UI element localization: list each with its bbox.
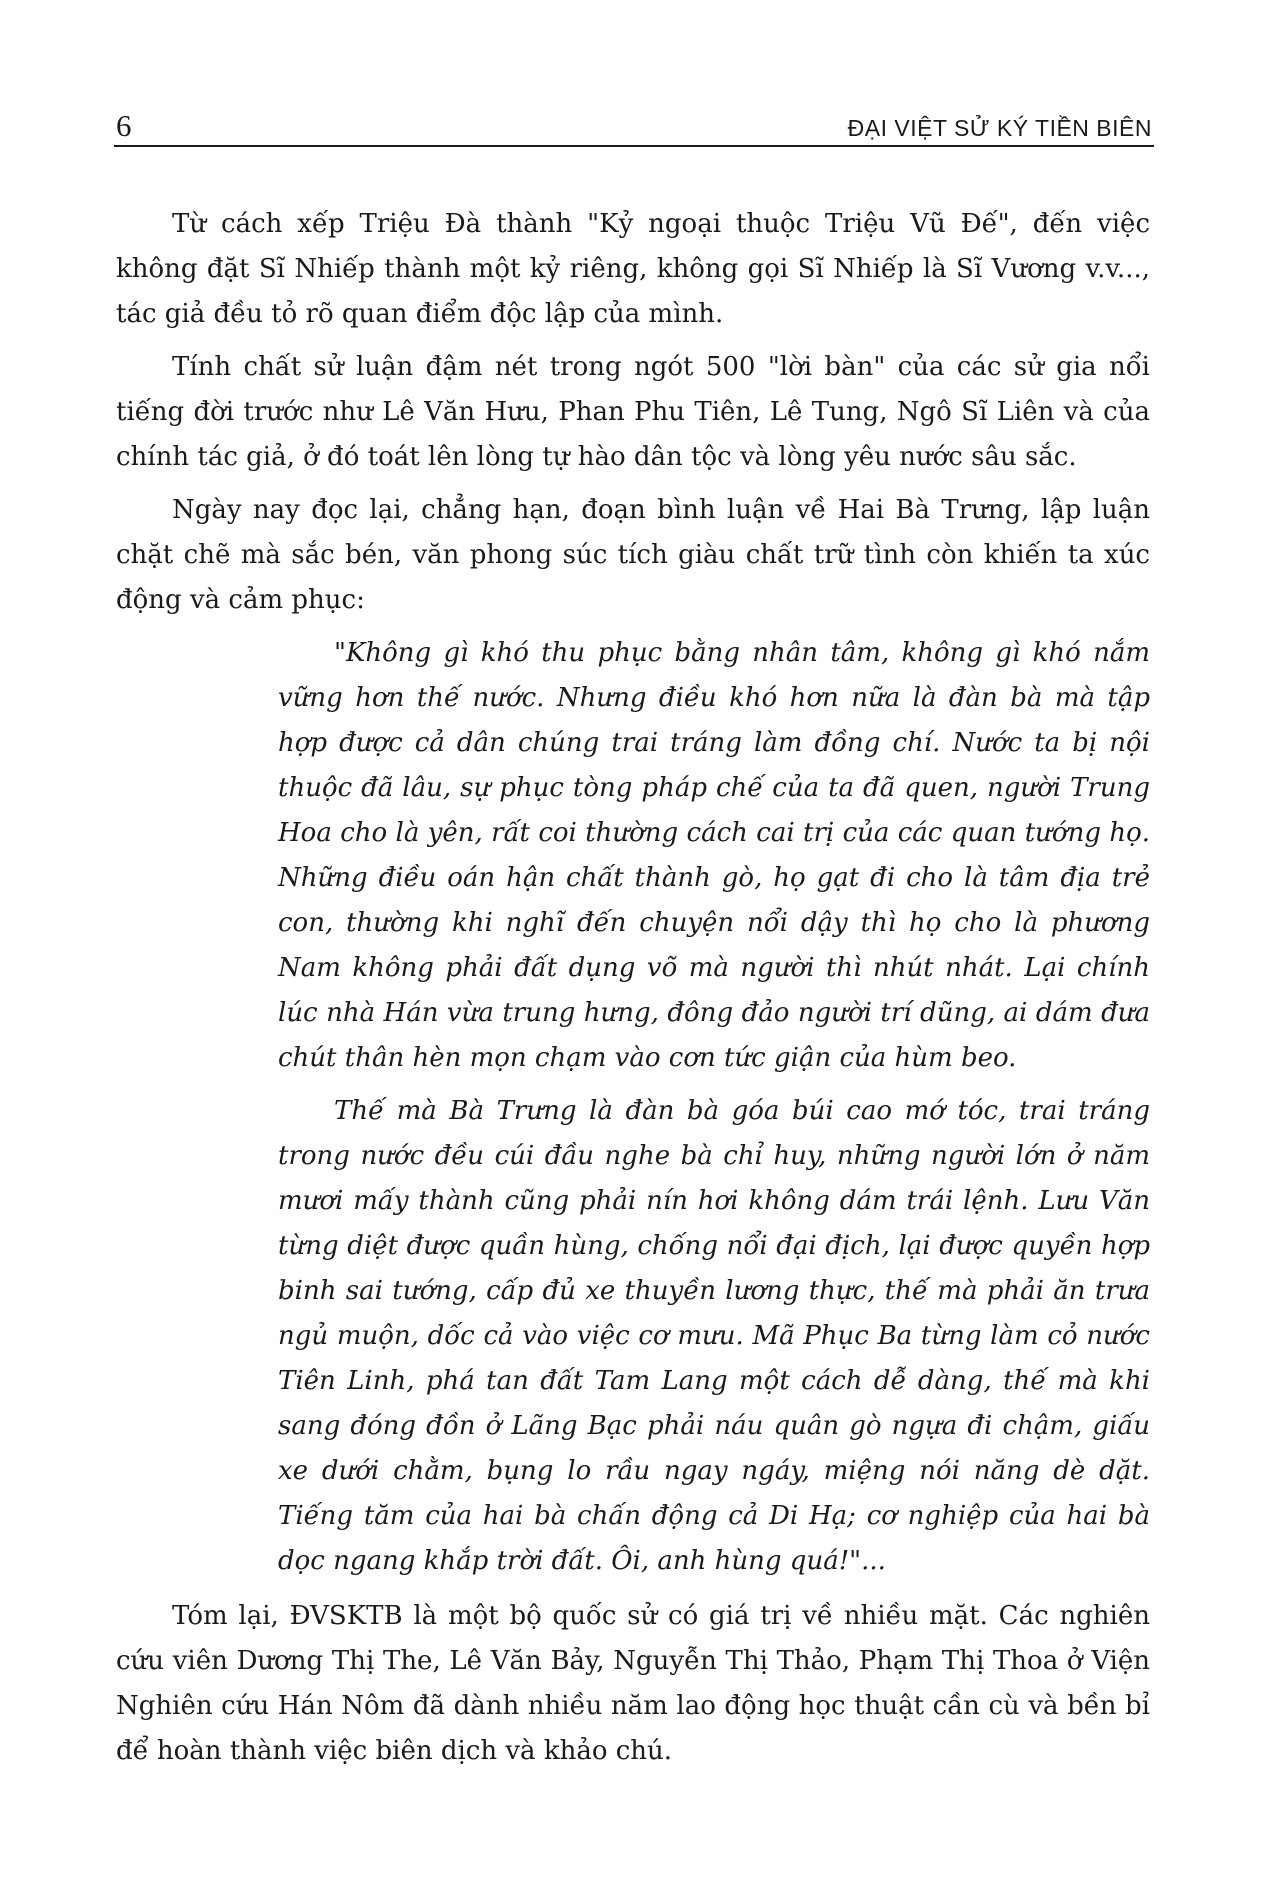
quote-paragraph: Thế mà Bà Trưng là đàn bà góa búi cao mớ tóc, trai tráng trong nước đều cúi đầu nghe bà chỉ huy, những người lớn ở năm mươi mấy thành cũng phải nín hơi không dám trái lệnh. Lưu Văn từng diệt được quần hùng, chống nổi đại địch, lại được quyền hợp binh sai tướng, cấp đủ xe thuyền lương thực, thế mà phải ăn trưa ngủ muộn, dốc cả vào việc cơ mưu. Mã Phục Ba từng làm cỏ nước Tiên Linh, phá tan đất Tam Lang một cách dễ dàng, thế mà khi sang đóng đồn ở Lãng Bạc phải náu quân gò ngựa đi chậm, giấu xe dưới chằm, bụng lo rầu ngay ngáy, miệng nói năng dè dặt. Tiếng tăm của hai bà chấn động cả Di Hạ; cơ nghiệp của hai bà dọc ngang khắp trời đất. Ôi, anh hùng quá!"...	[278, 1096, 1150, 1576]
header-rule	[114, 145, 1154, 147]
block-quote	[116, 631, 1150, 1584]
page-number: 6	[116, 108, 132, 143]
closing-paragraph: Tóm lại, ĐVSKTB là một bộ quốc sử có giá trị về nhiều mặt. Các nghiên cứu viên Dương Thị The, Lê Văn Bảy, Nguyễn Thị Thảo, Phạm Thị Thoa ở Viện Nghiên cứu Hán Nôm đã dành nhiều năm lao động học thuật cần cù và bền bỉ để hoàn thành việc biên dịch và khảo chú.	[116, 1601, 1150, 1766]
paragraph: Từ cách xếp Triệu Đà thành "Kỷ ngoại thuộc Triệu Vũ Đế", đến việc không đặt Sĩ Nhiếp thành một kỷ riêng, không gọi Sĩ Nhiếp là Sĩ Vương v.v..., tác giả đều tỏ rõ quan điểm độc lập của mình.	[116, 209, 1150, 329]
body-text	[116, 202, 1150, 1782]
paragraph: Ngày nay đọc lại, chẳng hạn, đoạn bình luận về Hai Bà Trưng, lập luận chặt chẽ mà sắc bén, văn phong súc tích giàu chất trữ tình còn khiến ta xúc động và cảm phục:	[116, 495, 1150, 615]
paragraph: Tính chất sử luận đậm nét trong ngót 500 "lời bàn" của các sử gia nổi tiếng đời trước như Lê Văn Hưu, Phan Phu Tiên, Lê Tung, Ngô Sĩ Liên và của chính tác giả, ở đó toát lên lòng tự hào dân tộc và lòng yêu nước sâu sắc.	[116, 352, 1150, 472]
page-header	[116, 108, 1152, 148]
quote-paragraph: "Không gì khó thu phục bằng nhân tâm, không gì khó nắm vững hơn thế nước. Nhưng điều khó hơn nữa là đàn bà mà tập hợp được cả dân chúng trai tráng làm đồng chí. Nước ta bị nội thuộc đã lâu, sự phục tòng pháp chế của ta đã quen, người Trung Hoa cho là yên, rất coi thường cách cai trị của các quan tướng họ. Những điều oán hận chất thành gò, họ gạt đi cho là tâm địa trẻ con, thường khi nghĩ đến chuyện nổi dậy thì họ cho là phương Nam không phải đất dụng võ mà người thì nhút nhát. Lại chính lúc nhà Hán vừa trung hưng, đông đảo người trí dũng, ai dám đưa chút thân hèn mọn chạm vào cơn tức giận của hùm beo.	[278, 638, 1150, 1073]
running-title: ĐẠI VIỆT SỬ KÝ TIỀN BIÊN	[847, 115, 1152, 141]
